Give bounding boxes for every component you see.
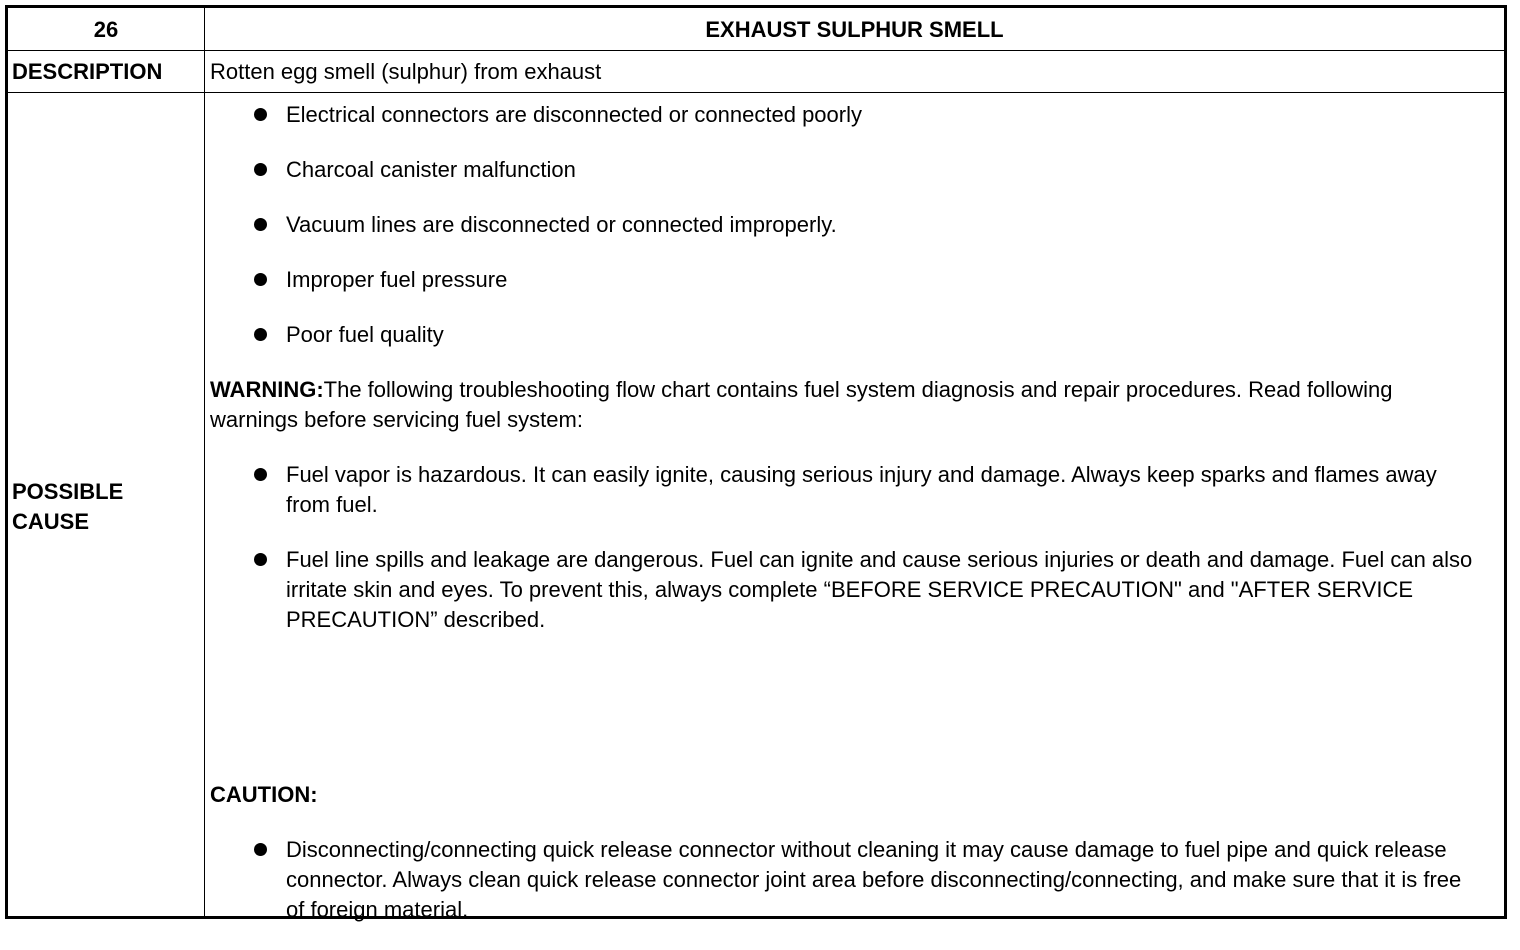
list-item [210, 265, 1474, 295]
spacer [210, 660, 1474, 780]
caution-label: CAUTION: [210, 782, 318, 807]
description-text: Rotten egg smell (sulphur) from exhaust [210, 59, 602, 84]
description-text-cell [205, 51, 1504, 92]
bullet-icon [254, 843, 267, 856]
header-title-cell [205, 8, 1504, 50]
cause-text: Electrical connectors are disconnected or connected poorly [286, 102, 862, 127]
table-title: EXHAUST SULPHUR SMELL [705, 17, 1004, 42]
possible-cause-content [210, 93, 1474, 950]
description-row [8, 51, 1504, 93]
caution-list [210, 835, 1474, 925]
possible-cause-label-line2: CAUSE [12, 509, 90, 534]
cause-text: Poor fuel quality [286, 322, 444, 347]
possible-cause-label-cell [8, 93, 205, 916]
bullet-icon [254, 163, 267, 176]
bullet-icon [254, 273, 267, 286]
list-item [210, 545, 1474, 635]
warning-list [210, 460, 1474, 635]
cause-list [210, 93, 1474, 350]
caution-item-text: Disconnecting/connecting quick release connector without cleaning it may cause damage to fuel pipe and quick release connector. Always clean quick release connector joint area before disconnecting/connecting, and make sure that it is free of foreign material. [286, 837, 1462, 922]
table-number: 26 [93, 17, 119, 42]
bullet-icon [254, 468, 267, 481]
header-number-cell [8, 8, 205, 50]
possible-cause-label-line1: POSSIBLE [12, 479, 124, 504]
bullet-icon [254, 328, 267, 341]
cause-text: Charcoal canister malfunction [286, 157, 576, 182]
warning-item-text: Fuel line spills and leakage are dangerous. Fuel can ignite and cause serious injuries or death and damage. Fuel can also irritate skin and eyes. To prevent this, always complete “BEFORE SERVICE PRECAUTION" and "AFTER SERVICE PRECAUTION” described. [286, 547, 1473, 632]
possible-cause-label [12, 477, 197, 537]
cause-text: Improper fuel pressure [286, 267, 508, 292]
caution-paragraph [210, 780, 1474, 810]
list-item [210, 320, 1474, 350]
possible-cause-row [8, 93, 1504, 922]
list-item [210, 155, 1474, 185]
bullet-icon [254, 218, 267, 231]
header-row [8, 8, 1504, 51]
bullet-icon [254, 553, 267, 566]
list-item [210, 460, 1474, 520]
list-item [210, 835, 1474, 925]
description-label: DESCRIPTION [12, 59, 163, 84]
warning-paragraph [210, 375, 1474, 435]
cause-text: Vacuum lines are disconnected or connected improperly. [286, 212, 837, 237]
possible-cause-content-cell [205, 93, 1504, 922]
list-item [210, 100, 1474, 130]
warning-text: The following troubleshooting flow chart contains fuel system diagnosis and repair procedures. Read following warnings before servicing fuel system: [210, 377, 1393, 432]
list-item [210, 210, 1474, 240]
bullet-icon [254, 108, 267, 121]
description-label-cell [8, 51, 205, 92]
warning-item-text: Fuel vapor is hazardous. It can easily ignite, causing serious injury and damage. Always keep sparks and flames away from fuel. [286, 462, 1437, 517]
troubleshooting-table [5, 5, 1507, 922]
warning-label: WARNING: [210, 377, 324, 402]
